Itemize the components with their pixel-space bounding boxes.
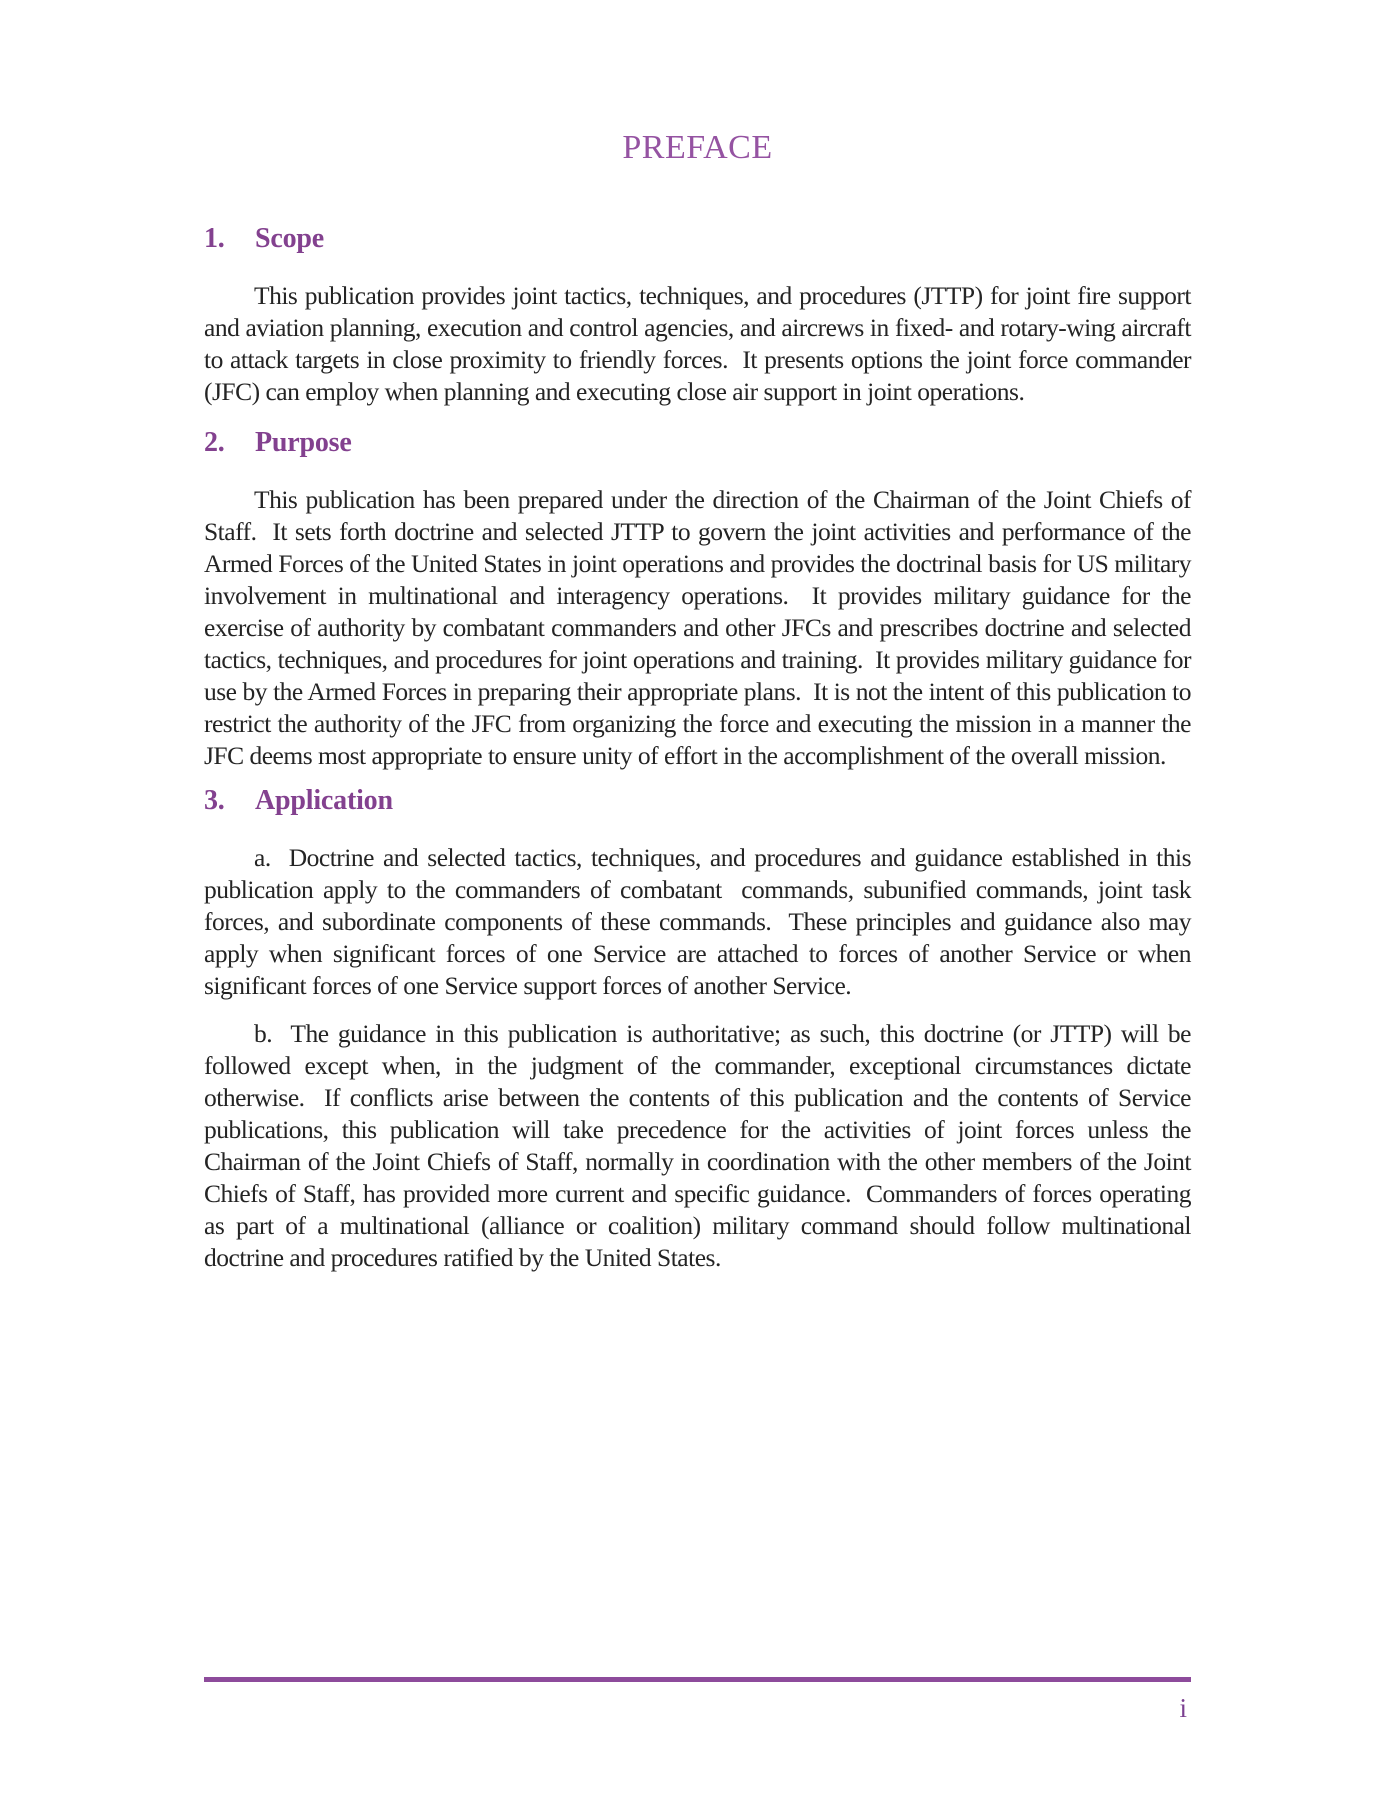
section-number: 1. [204, 223, 225, 254]
section-label: Application [255, 785, 393, 816]
section-heading-application [204, 784, 1191, 818]
section-label: Scope [255, 223, 325, 254]
section-heading-purpose [204, 426, 1191, 460]
page-number: i [1179, 1693, 1187, 1723]
page-title: PREFACE [622, 129, 773, 166]
paragraph-b: b. The guidance in this publication is authoritative; as such, this doctrine (or JTTP) will be followed except when, in the judgment of the commander, exceptional circumstances dictate otherwise. If conflicts arise between the contents of this publication and the contents of Service publications, this publication will take precedence for the activities of joint forces unless the Chairman of the Joint Chiefs of Staff, normally in coordination with the other members of the Joint Chiefs of Staff, has provided more current and specific guidance. Commanders of forces operating as part of a multinational (alliance or coalition) military command should follow multinational doctrine and procedures ratified by the United States. [204, 1019, 1197, 1272]
paragraph: This publication has been prepared under the direction of the Chairman of the Joint Chiefs of Staff. It sets forth doctrine and selected JTTP to govern the joint activities and performance of the Armed Forces of the United States in joint operations and provides the doctrinal basis for US military involvement in multinational and interagency operations. It provides military guidance for the exercise of authority by combatant commanders and other JFCs and prescribes doctrine and selected tactics, techniques, and procedures for joint operations and training. It provides military guidance for use by the Armed Forces in preparing their appropriate plans. It is not the intent of this publication to restrict the authority of the JFC from organizing the force and executing the mission in a manner the JFC deems most appropriate to ensure unity of effort in the accomplishment of the overall mission. [204, 485, 1197, 770]
section-label: Purpose [255, 427, 352, 458]
paragraph-a: a. Doctrine and selected tactics, techniques, and procedures and guidance established in this publication apply to the commanders of combatant commands, subunified commands, joint task forces, and subordinate components of these commands. These principles and guidance also may apply when significant forces of one Service are attached to forces of another Service or when significant forces of one Service support forces of another Service. [204, 843, 1197, 1000]
paragraph: This publication provides joint tactics, techniques, and procedures (JTTP) for joint fire support and aviation planning, execution and control agencies, and aircrews in fixed- and rotary-wing aircraft to attack targets in close proximity to friendly forces. It presents options the joint force commander (JFC) can employ when planning and executing close air support in joint operations. [204, 281, 1197, 406]
section-number: 3. [204, 785, 225, 816]
footer-rule [204, 1677, 1191, 1682]
section-scope [204, 222, 1197, 408]
section-application [204, 784, 1197, 1274]
section-heading-scope [204, 222, 1191, 256]
section-number: 2. [204, 427, 225, 458]
page-content [204, 0, 1197, 1274]
section-purpose [204, 426, 1197, 772]
